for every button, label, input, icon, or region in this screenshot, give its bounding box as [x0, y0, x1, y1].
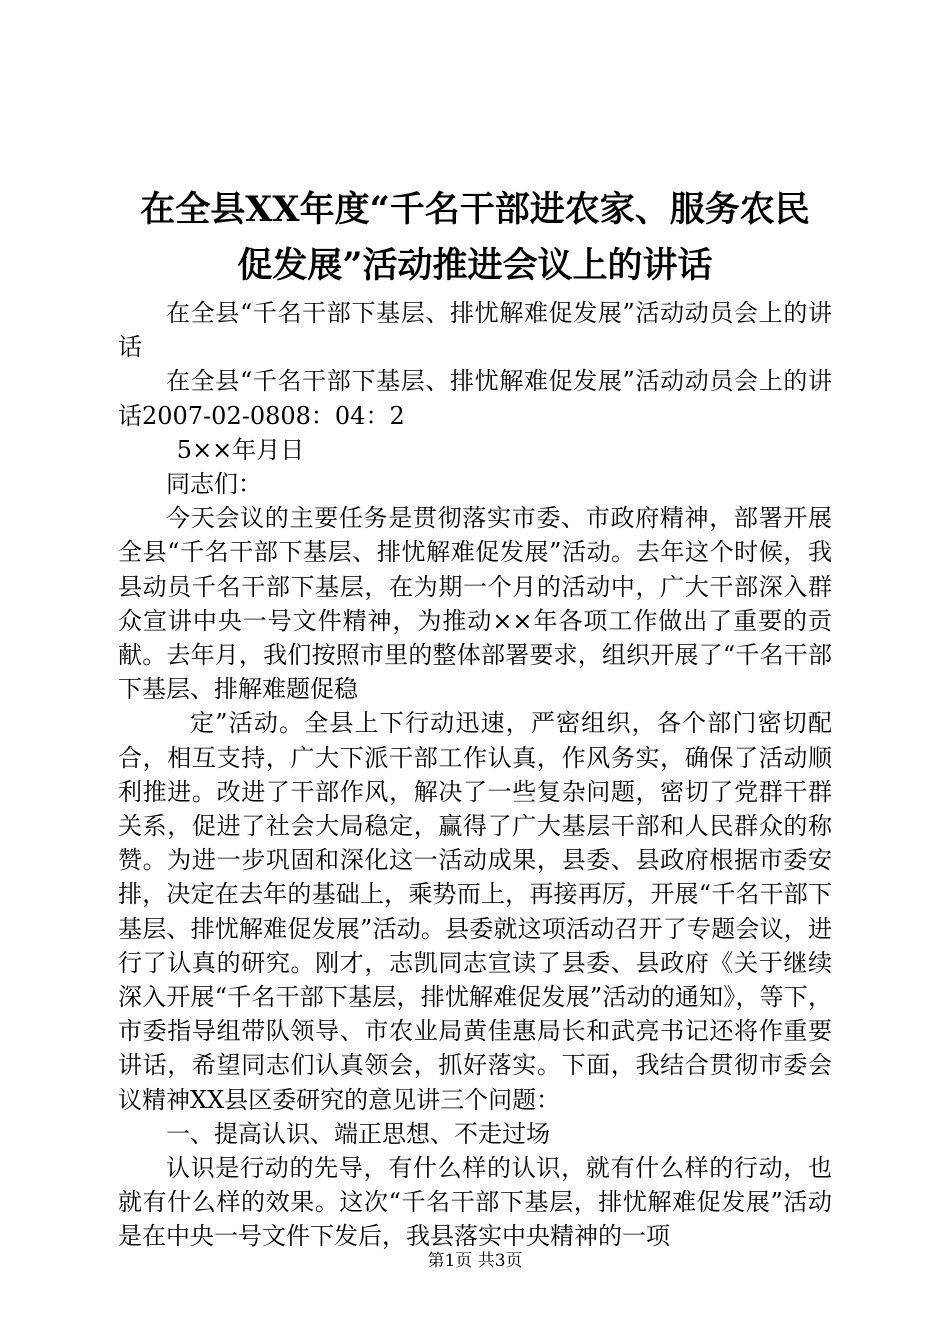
paragraph-date: 5××年月日: [176, 435, 305, 464]
paragraph-salutation: 同志们：: [166, 470, 262, 499]
document-title: [118, 182, 832, 294]
paragraph: 今天会议的主要任务是贯彻落实市委、市政府精神，部署开展全县“千名干部下基层、排忧解难促发展”活动。去年这个时候，我县动员千名干部下基层，在为期一个月的活动中，广大干部深入群众宣讲中央一号文件精神，为推动××年各项工作做出了重要的贡献。去年月，我们按照市里的整体部署要求，组织开展了“千名干部下基层、排解难题促稳: [118, 504, 832, 704]
paragraph: 认识是行动的先导，有什么样的认识，就有什么样的行动，也就有什么样的效果。这次“千名干部下基层，排忧解难促发展”活动是在中央一号文件下发后，我县落实中央精神的一项: [118, 1154, 832, 1251]
paragraph: 在全县“千名干部下基层、排忧解难促发展”活动动员会上的讲话2007-02-0808：04：2: [118, 367, 832, 430]
document-body: [118, 296, 832, 1254]
paragraph: 定”活动。全县上下行动迅速，严密组织，各个部门密切配合，相互支持，广大下派干部工作认真，作风务实，确保了活动顺利推进。改进了干部作风，解决了一些复杂问题，密切了党群干群关系，促进了社会大局稳定，赢得了广大基层干部和人民群众的称赞。为进一步巩固和深化这一活动成果，县委、县政府根据市委安排，决定在去年的基础上，乘势而上，再接再厉，开展“千名干部下基层、排忧解难促发展”活动。县委就这项活动召开了专题会议，进行了认真的研究。刚才，志凯同志宣读了县委、县政府《关于继续深入开展“千名干部下基层，排忧解难促发展”活动的通知》，等下，市委指导组带队领导、市农业局黄佳惠局长和武亮书记还将作重要讲话，希望同志们认真领会，抓好落实。下面，我结合贯彻市委会议精神XX县区委研究的意见讲三个问题：: [118, 709, 832, 1114]
section-heading: 一、提高认识、端正思想、不走过场: [166, 1119, 550, 1148]
paragraph: 在全县“千名干部下基层、排忧解难促发展”活动动员会上的讲话: [118, 299, 832, 362]
page-number: 第1页 共3页: [427, 1251, 523, 1271]
title-line-2: 促发展”活动推进会议上的讲话: [237, 245, 713, 286]
page-footer: [0, 1246, 950, 1271]
title-line-1: 在全县XX年度“千名干部进农家、服务农民: [140, 189, 810, 230]
